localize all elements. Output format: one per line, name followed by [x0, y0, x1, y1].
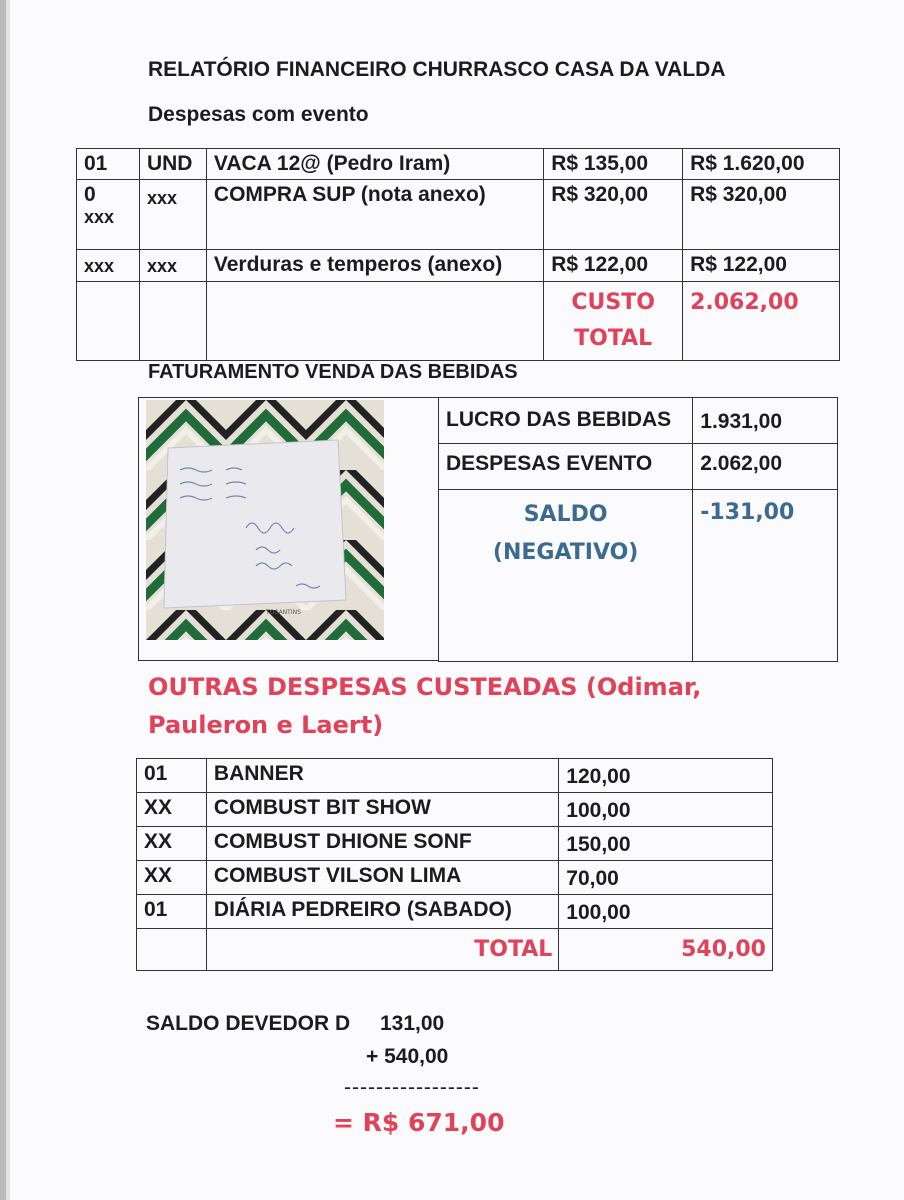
- desc-cell: BANNER: [206, 759, 558, 793]
- total-label-2: TOTAL: [574, 326, 653, 351]
- unit-price-cell: R$ 122,00: [544, 250, 683, 282]
- qty-cell: 01: [137, 895, 207, 929]
- total-label-cell: [544, 282, 683, 361]
- despesas-label: DESPESAS EVENTO: [439, 444, 693, 490]
- outras-heading-1: OUTRAS DESPESAS CUSTEADAS (Odimar,: [148, 673, 702, 701]
- total-cell: R$ 1.620,00: [683, 149, 840, 180]
- total-cell: R$ 320,00: [683, 180, 840, 250]
- outras-table: [136, 758, 773, 971]
- qty-cell: 01: [77, 149, 140, 180]
- qty-cell: XX: [137, 793, 207, 827]
- saldo-devedor-value-1: 131,00: [380, 1012, 445, 1035]
- outras-heading: [148, 668, 788, 744]
- lucro-value: 1.931,00: [693, 398, 838, 444]
- faturamento-heading: FATURAMENTO VENDA DAS BEBIDAS: [148, 361, 518, 383]
- table-row: [439, 490, 838, 662]
- saldo-devedor-value-2: + 540,00: [366, 1045, 449, 1068]
- saldo-devedor-label: SALDO DEVEDOR D: [146, 1012, 351, 1035]
- table-row: [439, 398, 838, 444]
- desc-cell: COMBUST VILSON LIMA: [206, 861, 558, 895]
- unit-cell: UND: [139, 149, 206, 180]
- desc-cell: COMPRA SUP (nota anexo): [206, 180, 543, 250]
- desc-cell: DIÁRIA PEDREIRO (SABADO): [206, 895, 558, 929]
- value-cell: 100,00: [559, 793, 773, 827]
- despesas-value: 2.062,00: [693, 444, 838, 490]
- svg-text:TOCANTINS: TOCANTINS: [266, 609, 301, 616]
- unit-price-cell: R$ 135,00: [544, 149, 683, 180]
- section-subtitle: Despesas com evento: [148, 103, 369, 126]
- value-cell: 70,00: [559, 861, 773, 895]
- lucro-label: LUCRO DAS BEBIDAS: [439, 398, 693, 444]
- qty-value-2: xxx: [84, 207, 115, 227]
- saldo-devedor-divider: -----------------: [344, 1076, 480, 1099]
- qty-value: 0: [84, 183, 96, 206]
- outras-total-label: TOTAL: [206, 929, 558, 971]
- qty-cell: XX: [137, 827, 207, 861]
- value-cell: 120,00: [559, 759, 773, 793]
- desc-cell: Verduras e temperos (anexo): [206, 250, 543, 282]
- table-row: [137, 895, 773, 929]
- qty-cell: 01: [137, 759, 207, 793]
- table-row: [137, 861, 773, 895]
- table-total-row: [77, 282, 840, 361]
- total-cell: R$ 122,00: [683, 250, 840, 282]
- saldo-label-1: SALDO: [523, 502, 608, 527]
- qty-cell: [77, 180, 140, 250]
- unit-price-cell: R$ 320,00: [544, 180, 683, 250]
- saldo-devedor-result: = R$ 671,00: [333, 1108, 505, 1137]
- unit-cell: xxx: [139, 180, 206, 250]
- outras-heading-2: Pauleron e Laert): [148, 711, 384, 739]
- table-row: [77, 149, 840, 180]
- desc-cell: COMBUST BIT SHOW: [206, 793, 558, 827]
- receipt-photo: [146, 400, 384, 640]
- report-title: RELATÓRIO FINANCEIRO CHURRASCO CASA DA VALDA: [148, 58, 726, 81]
- value-cell: 150,00: [559, 827, 773, 861]
- expenses-table: [76, 148, 840, 361]
- table-row: [137, 759, 773, 793]
- saldo-label-2: (NEGATIVO): [492, 540, 639, 565]
- saldo-value: -131,00: [693, 490, 838, 662]
- total-value-cell: 2.062,00: [683, 282, 840, 361]
- table-row: [77, 250, 840, 282]
- table-row: [137, 827, 773, 861]
- total-label-1: CUSTO: [571, 290, 655, 315]
- desc-cell: COMBUST DHIONE SONF: [206, 827, 558, 861]
- table-row: [439, 444, 838, 490]
- saldo-label-cell: [439, 490, 693, 662]
- qty-cell: xxx: [77, 250, 140, 282]
- faturamento-table: [438, 397, 838, 662]
- table-row: [137, 793, 773, 827]
- table-row: [77, 180, 840, 250]
- qty-cell: XX: [137, 861, 207, 895]
- outras-total-value: 540,00: [559, 929, 773, 971]
- table-total-row: [137, 929, 773, 971]
- desc-cell: VACA 12@ (Pedro Iram): [206, 149, 543, 180]
- scan-left-edge-shadow: [6, 0, 10, 1200]
- value-cell: 100,00: [559, 895, 773, 929]
- receipt-photo-image: [146, 400, 384, 640]
- unit-cell: xxx: [139, 250, 206, 282]
